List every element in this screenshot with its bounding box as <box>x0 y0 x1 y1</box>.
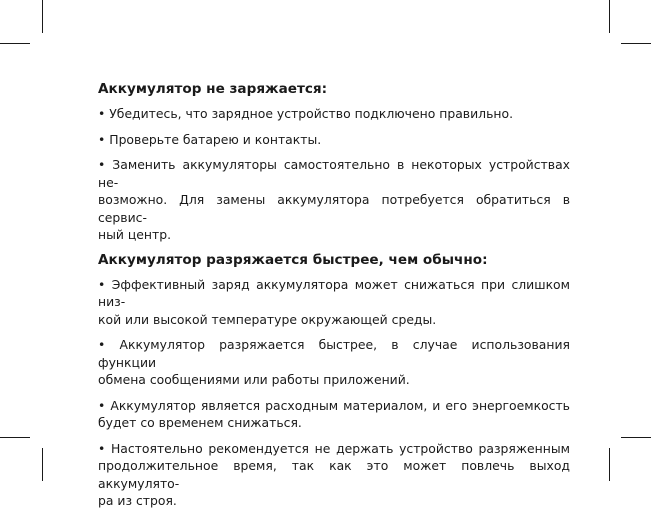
bullet-line: продолжительное время, так как это может повлечь выход аккумулято- <box>98 458 570 491</box>
bullet-line: • Настоятельно рекомендуется не держать устройство разряженным <box>98 440 570 456</box>
bullet-line: • Эффективный заряд аккумулятора может снижаться при слишком низ- <box>98 276 570 309</box>
crop-mark-bottom-right-vertical <box>609 448 610 481</box>
bullet-line: ра из строя. <box>98 493 177 508</box>
bullet-line: возможно. Для замены аккумулятора потребуется обратиться в сервис- <box>98 192 570 225</box>
bullet-line: • Аккумулятор разряжается быстрее, в случае использования функции <box>98 337 570 370</box>
crop-mark-top-left-vertical <box>42 0 43 33</box>
bullet-item <box>98 156 570 244</box>
bullet-item <box>98 105 570 123</box>
crop-mark-top-right-vertical <box>609 0 610 33</box>
crop-mark-top-right-horizontal <box>621 43 651 44</box>
crop-mark-bottom-left-vertical <box>42 448 43 481</box>
bullet-item <box>98 131 570 149</box>
bullet-item <box>98 440 570 510</box>
crop-mark-bottom-right-horizontal <box>621 437 651 438</box>
section-fast-discharge <box>98 251 570 510</box>
crop-mark-top-left-horizontal <box>0 43 30 44</box>
bullet-line: будет со временем снижаться. <box>98 415 302 430</box>
bullet-line: • Заменить аккумуляторы самостоятельно в некоторых устройствах не- <box>98 157 570 190</box>
section-heading: Аккумулятор разряжается быстрее, чем обычно: <box>98 251 488 268</box>
section-heading: Аккумулятор не заряжается: <box>98 81 328 97</box>
bullet-line: • Убедитесь, что зарядное устройство подключено правильно. <box>98 106 514 121</box>
section-not-charging <box>98 80 570 244</box>
bullet-item <box>98 336 570 389</box>
page-content <box>98 80 570 518</box>
bullet-line: ный центр. <box>98 227 172 242</box>
bullet-line: • Аккумулятор является расходным материалом, и его энергоемкость <box>98 397 570 413</box>
bullet-item <box>98 276 570 329</box>
bullet-line: обмена сообщениями или работы приложений. <box>98 372 410 387</box>
bullet-line: • Проверьте батарею и контакты. <box>98 131 322 147</box>
crop-mark-bottom-left-horizontal <box>0 437 30 438</box>
bullet-line: кой или высокой температуре окружающей среды. <box>98 311 437 327</box>
bullet-item <box>98 397 570 432</box>
